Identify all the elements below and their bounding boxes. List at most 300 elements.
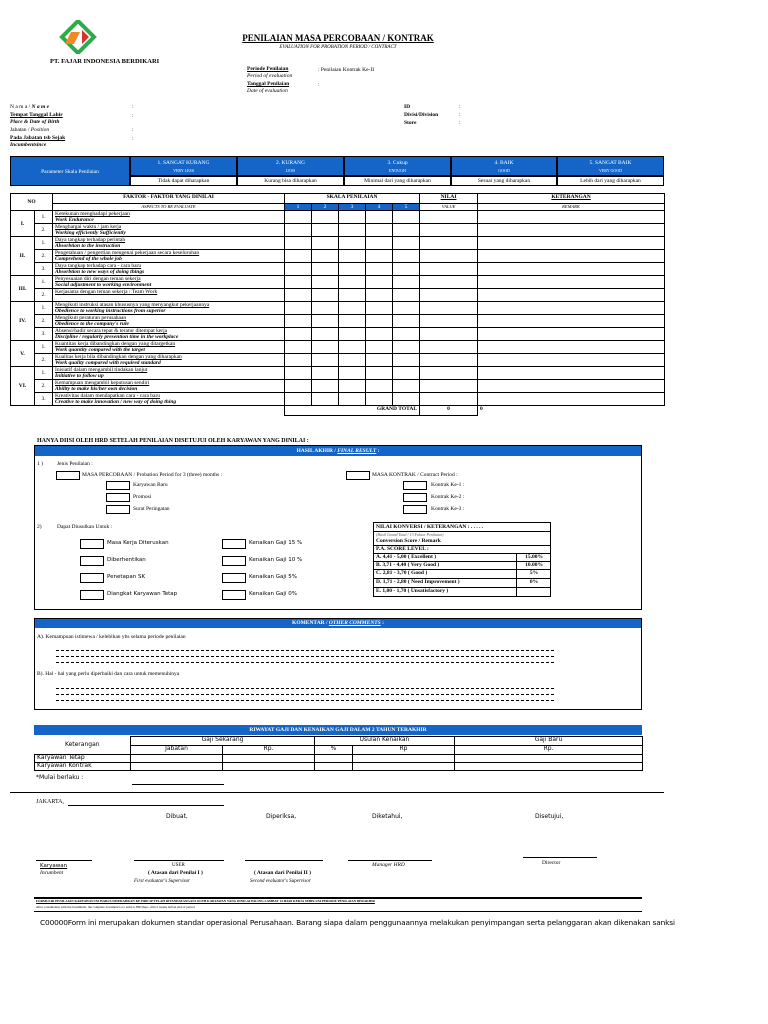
signature-section bbox=[10, 792, 664, 913]
diangkat-tetap-label: Diangkat Karyawan Tetap bbox=[107, 591, 178, 597]
score-cell-1[interactable] bbox=[285, 237, 312, 250]
score-cell-3[interactable] bbox=[339, 341, 366, 354]
value-cell[interactable] bbox=[420, 263, 478, 276]
item-text-en: Obedience to the company's rule bbox=[55, 321, 129, 327]
item-description bbox=[53, 211, 285, 224]
item-text-en: Discipline / regularly presention time in the workplace bbox=[55, 334, 179, 340]
since-field: Pada Jabatan tsb Sejak bbox=[10, 135, 66, 141]
gaji-sekarang-header: Gaji Sekarang bbox=[131, 737, 315, 746]
karyawan-baru-checkbox[interactable] bbox=[106, 481, 130, 490]
role-diketahui: Diketahui, bbox=[372, 813, 403, 820]
col-keterangan-en: REMARK bbox=[478, 204, 665, 211]
item-text-en: Initiative to follow up bbox=[55, 373, 104, 379]
kontrak-1-label: Kontrak Ke-1 : bbox=[431, 482, 465, 488]
item-number: 1. bbox=[35, 367, 53, 380]
cell-tetap-usul[interactable] bbox=[353, 755, 455, 763]
masa-percobaan-checkbox[interactable] bbox=[56, 471, 80, 480]
score-cell-1[interactable] bbox=[285, 380, 312, 393]
sign-atasan-2-en: Second evaluator's Supervisor bbox=[250, 879, 311, 884]
hrd-note: HANYA DIISI OLEH HRD SETELAH PENILAIAN DISETUJUI OLEH KARYAWAN YANG DINILAI : bbox=[37, 438, 309, 444]
remark-cell[interactable] bbox=[478, 237, 665, 250]
value-cell[interactable] bbox=[420, 367, 478, 380]
score-cell-5[interactable] bbox=[393, 289, 420, 302]
score-cell-5[interactable] bbox=[393, 380, 420, 393]
item-text-en: Creative to make innovation / new way of doing thing bbox=[55, 399, 177, 405]
score-3-header: 3 bbox=[339, 204, 366, 211]
level-c-pct: 5% bbox=[529, 570, 539, 576]
evaluation-row bbox=[11, 250, 665, 263]
division-field: Divisi/Division bbox=[404, 112, 439, 118]
usulan-header: Usulan Kenaikan bbox=[315, 737, 455, 746]
item-number: 3. bbox=[35, 263, 53, 276]
score-cell-5[interactable] bbox=[393, 367, 420, 380]
item-description bbox=[53, 354, 285, 367]
kenaikan-10-checkbox[interactable] bbox=[222, 556, 246, 566]
role-diperiksa: Diperiksa, bbox=[266, 813, 297, 820]
store-field: Store bbox=[404, 120, 417, 126]
kontrak-3-checkbox[interactable] bbox=[403, 505, 427, 514]
score-cell-3[interactable] bbox=[339, 367, 366, 380]
value-cell[interactable] bbox=[420, 276, 478, 289]
score-cell-5[interactable] bbox=[393, 237, 420, 250]
periode-label-en: Period of evaluation bbox=[247, 73, 293, 79]
percent-header: % bbox=[315, 746, 353, 755]
evaluation-row bbox=[11, 302, 665, 315]
score-cell-5[interactable] bbox=[393, 211, 420, 224]
cell-kontrak-pct[interactable] bbox=[315, 763, 353, 771]
diangkat-tetap-checkbox[interactable] bbox=[80, 590, 104, 600]
row-karyawan-kontrak: Karyawan Kontrak bbox=[35, 763, 131, 771]
score-cell-3[interactable] bbox=[339, 328, 366, 341]
salary-table bbox=[34, 736, 643, 771]
item-number: 1. bbox=[35, 341, 53, 354]
score-cell-2[interactable] bbox=[312, 380, 339, 393]
item-description bbox=[53, 289, 285, 302]
diberhentikan-label: Diberhentikan bbox=[107, 557, 146, 563]
kenaikan-0-checkbox[interactable] bbox=[222, 590, 246, 600]
penetapan-sk-label: Penetapan SK bbox=[107, 574, 146, 580]
col-faktor-en: ASPECTS TO BE EVALUATE bbox=[53, 204, 285, 211]
score-cell-4[interactable] bbox=[366, 211, 393, 224]
sign-atasan-2: ( Atasan dari Penilai II ) bbox=[254, 870, 311, 876]
comments-title: KOMENTAR / OTHER COMMENTS : bbox=[35, 619, 641, 628]
remark-cell[interactable] bbox=[478, 380, 665, 393]
scale-level-5: 5. SANGAT BAIK VERY GOOD Lebih dari yang diharapkan bbox=[557, 156, 664, 186]
score-cell-2[interactable] bbox=[312, 302, 339, 315]
score-cell-3[interactable] bbox=[339, 250, 366, 263]
score-cell-1[interactable] bbox=[285, 341, 312, 354]
footer-note-en: After consultation with the incumbent, the complete document is to send to HR Dept., min 2 weeks before end of period bbox=[36, 905, 195, 909]
score-4-header: 4 bbox=[366, 204, 393, 211]
item-text-id: Mengikuti peraturan perusahaan bbox=[55, 315, 127, 321]
score-cell-2[interactable] bbox=[312, 263, 339, 276]
surat-peringatan-label: Surat Peringatan bbox=[133, 506, 170, 512]
cell-tetap-rp[interactable] bbox=[223, 755, 315, 763]
masa-kerja-label: Masa Kerja Diteruskan bbox=[107, 540, 169, 546]
score-cell-1[interactable] bbox=[285, 276, 312, 289]
conversion-title: NILAI KONVERSI / KETERANGAN : . . . . . bbox=[376, 524, 484, 530]
item-text-id: Ketekunan menghadapi pekerjaan bbox=[55, 211, 130, 217]
evaluation-row bbox=[11, 341, 665, 354]
score-cell-4[interactable] bbox=[366, 276, 393, 289]
cell-kontrak-usul[interactable] bbox=[353, 763, 455, 771]
kontrak-2-checkbox[interactable] bbox=[403, 493, 427, 502]
score-cell-3[interactable] bbox=[339, 276, 366, 289]
score-cell-2[interactable] bbox=[312, 250, 339, 263]
score-cell-1[interactable] bbox=[285, 315, 312, 328]
score-2-header: 2 bbox=[312, 204, 339, 211]
sign-atasan-1: ( Atasan dari Penilai I ) bbox=[148, 870, 203, 876]
tanggal-colon: : bbox=[318, 82, 320, 88]
score-cell-5[interactable] bbox=[393, 341, 420, 354]
item-text-id: Kemampuan mengambil keputusan sendiri bbox=[55, 380, 150, 386]
evaluation-row bbox=[11, 315, 665, 328]
score-cell-1[interactable] bbox=[285, 263, 312, 276]
score-cell-1[interactable] bbox=[285, 250, 312, 263]
col-nilai: NILAI bbox=[420, 194, 478, 204]
sign-atasan-1-en: First evaluator's Supervisor bbox=[134, 879, 191, 884]
score-cell-1[interactable] bbox=[285, 367, 312, 380]
periode-value: : Penilaian Kontrak Ke-II bbox=[318, 67, 375, 73]
item-text-id: Kuantitas kerja dibandingkan dengan yang ditargetkan bbox=[55, 341, 176, 347]
promosi-checkbox[interactable] bbox=[106, 493, 130, 502]
remark-cell[interactable] bbox=[478, 302, 665, 315]
company-name: PT. FAJAR INDONESIA BERDIKARI bbox=[50, 58, 160, 65]
evaluation-row bbox=[11, 224, 665, 237]
since-field-en: Incumbentsince bbox=[10, 142, 47, 148]
evaluation-row bbox=[11, 367, 665, 380]
birth-field-en: Place & Date of Birth bbox=[10, 119, 60, 125]
level-b: B. 3,71 - 4,40 ( Very Good ) bbox=[376, 562, 440, 568]
item-text-id: Penyesuaian diri dengan teman sekerja bbox=[55, 276, 141, 282]
item-description bbox=[53, 276, 285, 289]
remark-cell[interactable] bbox=[478, 289, 665, 302]
form-subtitle: EVALUATION FOR PROBATION PERIOD / CONTRACT bbox=[279, 45, 397, 50]
item-text-id: Kualitas kerja bila dibandingkan dengan yang diharapkan bbox=[55, 354, 182, 360]
kontrak-3-label: Kontrak Ke-3 : bbox=[431, 506, 465, 512]
conversion-head: Conversion Score / Remark bbox=[376, 538, 441, 544]
score-cell-2[interactable] bbox=[312, 393, 339, 406]
score-cell-5[interactable] bbox=[393, 393, 420, 406]
score-cell-2[interactable] bbox=[312, 328, 339, 341]
remark-cell[interactable] bbox=[478, 328, 665, 341]
item-text-id: Kreativitas dalam mendapatkan cara - cara baru bbox=[55, 393, 161, 399]
conversion-table bbox=[373, 522, 551, 597]
gaji-baru-header: Gaji Baru bbox=[455, 737, 643, 746]
score-cell-1[interactable] bbox=[285, 289, 312, 302]
kontrak-2-label: Kontrak Ke-2 : bbox=[431, 494, 465, 500]
level-c: C. 2,81 - 3,70 ( Good ) bbox=[376, 570, 428, 576]
score-cell-1[interactable] bbox=[285, 393, 312, 406]
remark-cell[interactable] bbox=[478, 211, 665, 224]
item-text-en: Comprehend of the whole job bbox=[55, 256, 122, 262]
item-description bbox=[53, 224, 285, 237]
cell-tetap-pct[interactable] bbox=[315, 755, 353, 763]
scale-level-2: 2. KURANG LESS Kurang bisa diharapkan bbox=[237, 156, 344, 186]
level-a-pct: 15.00% bbox=[525, 554, 543, 560]
item-number: 2. bbox=[35, 380, 53, 393]
masa-kerja-checkbox[interactable] bbox=[80, 539, 104, 549]
diberhentikan-checkbox[interactable] bbox=[80, 556, 104, 566]
item-text-id: Inisiatif dalam mengambil tindakan lanjut bbox=[55, 367, 148, 373]
penetapan-sk-checkbox[interactable] bbox=[80, 573, 104, 583]
score-cell-2[interactable] bbox=[312, 341, 339, 354]
remark-cell[interactable] bbox=[478, 250, 665, 263]
item-text-en: Work quality compared with required standard bbox=[55, 360, 161, 366]
masa-percobaan-label: MASA PERCOBAAN / Probation Period for 3 (three) months : bbox=[82, 472, 223, 478]
item-text-en: Absorbtion to new ways of doing things bbox=[55, 269, 145, 275]
evaluation-row bbox=[11, 380, 665, 393]
score-cell-1[interactable] bbox=[285, 328, 312, 341]
remark-cell[interactable] bbox=[478, 393, 665, 406]
evaluation-row bbox=[11, 328, 665, 341]
score-cell-4[interactable] bbox=[366, 341, 393, 354]
rp-header-1: Rp. bbox=[223, 746, 315, 755]
item-number: 2. bbox=[35, 315, 53, 328]
item-text-id: Kerjasama dengan teman sekerja / Team Work bbox=[55, 289, 158, 295]
sign-user: USER bbox=[172, 863, 185, 868]
group-roman: II. bbox=[11, 237, 35, 276]
score-cell-3[interactable] bbox=[339, 393, 366, 406]
item-description bbox=[53, 302, 285, 315]
evaluation-row bbox=[11, 276, 665, 289]
masa-kontrak-checkbox[interactable] bbox=[346, 471, 370, 480]
evaluation-row bbox=[11, 354, 665, 367]
score-cell-3[interactable] bbox=[339, 302, 366, 315]
grand-total-value: 0 bbox=[420, 406, 478, 416]
rp-header-3: Rp. bbox=[455, 746, 643, 755]
value-cell[interactable] bbox=[420, 393, 478, 406]
scale-level-4: 4. BAIK GOOD Sesuai yang diharapkan bbox=[451, 156, 557, 186]
value-cell[interactable] bbox=[420, 211, 478, 224]
surat-peringatan-checkbox[interactable] bbox=[106, 505, 130, 514]
value-cell[interactable] bbox=[420, 302, 478, 315]
score-cell-4[interactable] bbox=[366, 393, 393, 406]
comment-a-label: A). Kemampuan istimewa / kelebihan ybs selama periode penilaian bbox=[37, 634, 186, 640]
evaluation-row bbox=[11, 211, 665, 224]
value-cell[interactable] bbox=[420, 354, 478, 367]
evaluation-row bbox=[11, 289, 665, 302]
score-cell-4[interactable] bbox=[366, 380, 393, 393]
remark-cell[interactable] bbox=[478, 367, 665, 380]
score-cell-5[interactable] bbox=[393, 224, 420, 237]
promosi-label: Promosi bbox=[133, 494, 152, 500]
disclaimer: C00000Form ini merupakan dokumen standar operasional Perusahaan. Barang siapa dalam penggunaannya melakukan penyimpangan serta pelanggaran akan dikenakan sanksi bbox=[40, 918, 675, 927]
remark-cell[interactable] bbox=[478, 276, 665, 289]
item-text-en: Absorbtion to the instruction bbox=[55, 243, 121, 249]
item-description bbox=[53, 237, 285, 250]
score-cell-1[interactable] bbox=[285, 354, 312, 367]
kenaikan-0-label: Kenaikan Gaji 0% bbox=[249, 591, 297, 597]
value-cell[interactable] bbox=[420, 224, 478, 237]
score-cell-4[interactable] bbox=[366, 315, 393, 328]
col-nilai-en: VALUE bbox=[420, 204, 478, 211]
form-title: PENILAIAN MASA PERCOBAAN / KONTRAK bbox=[242, 33, 434, 43]
item-number: 2. bbox=[35, 250, 53, 263]
company-logo bbox=[56, 20, 100, 54]
evaluation-row bbox=[11, 263, 665, 276]
grand-total-label: GRAND TOTAL bbox=[285, 406, 420, 416]
score-cell-5[interactable] bbox=[393, 328, 420, 341]
kenaikan-5-checkbox[interactable] bbox=[222, 573, 246, 583]
item-number: 1. bbox=[35, 302, 53, 315]
place-label: JAKARTA, bbox=[36, 799, 64, 805]
score-cell-4[interactable] bbox=[366, 328, 393, 341]
cell-kontrak-jabatan[interactable] bbox=[131, 763, 223, 771]
cell-tetap-baru[interactable] bbox=[455, 755, 643, 763]
item-description bbox=[53, 250, 285, 263]
score-cell-2[interactable] bbox=[312, 211, 339, 224]
item-description bbox=[53, 341, 285, 354]
item-text-en: Working efficiently Sufficiently bbox=[55, 230, 126, 236]
level-b-pct: 10.00% bbox=[525, 562, 543, 568]
item-text-en: Social adjustment to working environment bbox=[55, 282, 152, 288]
evaluation-row bbox=[11, 237, 665, 250]
item-description bbox=[53, 380, 285, 393]
name-colon: : bbox=[132, 104, 134, 110]
item-number: 1. bbox=[35, 237, 53, 250]
cell-kontrak-baru[interactable] bbox=[455, 763, 643, 771]
score-cell-4[interactable] bbox=[366, 354, 393, 367]
salary-history-title: RIWAYAT GAJI DAN KENAIKAN GAJI DALAM 2 TAHUN TERAKHIR bbox=[34, 725, 642, 735]
store-colon: : bbox=[459, 120, 461, 126]
score-cell-5[interactable] bbox=[393, 354, 420, 367]
role-dibuat: Dibuat, bbox=[166, 813, 188, 820]
score-cell-3[interactable] bbox=[339, 211, 366, 224]
final-result-title: HASIL AKHIR / FINAL RESULT : bbox=[35, 446, 641, 456]
remark-cell[interactable] bbox=[478, 224, 665, 237]
col-no: NO bbox=[11, 194, 53, 211]
kenaikan-15-checkbox[interactable] bbox=[222, 539, 246, 549]
score-cell-3[interactable] bbox=[339, 354, 366, 367]
item-text-id: Daya tangkap terhadap perintah bbox=[55, 237, 126, 243]
effective-date-label: *Mulai berlaku : bbox=[36, 774, 84, 781]
jenis-number: 1 ) bbox=[37, 461, 43, 467]
item-number: 3. bbox=[35, 328, 53, 341]
score-cell-4[interactable] bbox=[366, 237, 393, 250]
position-colon: : bbox=[132, 127, 134, 133]
role-disetujui: Disetujui, bbox=[535, 813, 564, 820]
score-cell-2[interactable] bbox=[312, 354, 339, 367]
group-roman: VI. bbox=[11, 367, 35, 406]
scale-parameter-label: Parameter Skala Penilaian bbox=[10, 156, 130, 186]
evaluation-row bbox=[11, 393, 665, 406]
score-cell-4[interactable] bbox=[366, 250, 393, 263]
salary-keterangan-header: Keterangan bbox=[64, 741, 100, 749]
pa-score-label: P.A. SCORE LEVEL : bbox=[376, 546, 429, 552]
score-cell-3[interactable] bbox=[339, 289, 366, 302]
score-cell-4[interactable] bbox=[366, 289, 393, 302]
value-cell[interactable] bbox=[420, 315, 478, 328]
value-cell[interactable] bbox=[420, 341, 478, 354]
score-cell-1[interactable] bbox=[285, 211, 312, 224]
comment-b-label: B). Hal - hal yang perlu diperbaiki dan cara untuk memenuhinya bbox=[37, 671, 180, 677]
item-text-en: Ability to make his/her own decision bbox=[55, 386, 138, 392]
value-cell[interactable] bbox=[420, 328, 478, 341]
birth-field: Tempat Tanggal Lahir bbox=[10, 112, 63, 118]
score-cell-3[interactable] bbox=[339, 237, 366, 250]
value-cell[interactable] bbox=[420, 289, 478, 302]
item-number: 2. bbox=[35, 354, 53, 367]
sign-director: Director bbox=[542, 860, 561, 866]
evaluation-table bbox=[10, 193, 665, 416]
score-1-header: 1 bbox=[285, 204, 312, 211]
level-e: E. 1,00 - 1,70 ( Unsatisfactory ) bbox=[376, 588, 449, 594]
item-number: 2. bbox=[35, 224, 53, 237]
score-cell-3[interactable] bbox=[339, 224, 366, 237]
group-roman: V. bbox=[11, 341, 35, 367]
id-field: ID bbox=[404, 104, 411, 110]
score-cell-2[interactable] bbox=[312, 289, 339, 302]
comments-panel bbox=[34, 618, 642, 710]
tanggal-label-en: Date of evaluation bbox=[247, 88, 288, 94]
score-cell-2[interactable] bbox=[312, 276, 339, 289]
score-cell-4[interactable] bbox=[366, 224, 393, 237]
score-cell-2[interactable] bbox=[312, 237, 339, 250]
col-faktor: FAKTOR - FAKTOR YANG DINILAI bbox=[53, 194, 285, 204]
item-text-id: Menghargai waktu / jam kerja bbox=[55, 224, 122, 230]
score-cell-1[interactable] bbox=[285, 224, 312, 237]
remark-cell[interactable] bbox=[478, 315, 665, 328]
score-cell-5[interactable] bbox=[393, 276, 420, 289]
name-field: N a m a / N a m e bbox=[10, 104, 50, 110]
item-number: 1. bbox=[35, 276, 53, 289]
cell-tetap-jabatan[interactable] bbox=[131, 755, 223, 763]
score-cell-3[interactable] bbox=[339, 315, 366, 328]
scale-panel bbox=[10, 156, 664, 186]
grand-total-value-2: 0 bbox=[480, 406, 483, 412]
value-cell[interactable] bbox=[420, 237, 478, 250]
score-cell-4[interactable] bbox=[366, 263, 393, 276]
score-cell-1[interactable] bbox=[285, 302, 312, 315]
sign-karyawan: Karyawan bbox=[40, 863, 68, 869]
col-keterangan: KETERANGAN bbox=[478, 194, 665, 204]
item-text-id: Absensi/hadir secara tepat & teratur ditempat kerja bbox=[55, 328, 168, 334]
score-cell-3[interactable] bbox=[339, 263, 366, 276]
jabatan-header: Jabatan bbox=[131, 746, 223, 755]
score-cell-2[interactable] bbox=[312, 315, 339, 328]
position-field: Jabatan / Position bbox=[10, 127, 50, 133]
col-skala: SKALA PENILAIAN bbox=[285, 194, 420, 204]
kenaikan-5-label: Kenaikan Gaji 5% bbox=[249, 574, 297, 580]
score-cell-4[interactable] bbox=[366, 367, 393, 380]
sign-manager-hrd: Manager HRD bbox=[372, 862, 405, 868]
kontrak-1-checkbox[interactable] bbox=[403, 481, 427, 490]
score-cell-5[interactable] bbox=[393, 302, 420, 315]
item-number: 3. bbox=[35, 393, 53, 406]
score-cell-4[interactable] bbox=[366, 302, 393, 315]
remark-cell[interactable] bbox=[478, 354, 665, 367]
item-description bbox=[53, 263, 285, 276]
id-colon: : bbox=[459, 104, 461, 110]
score-cell-2[interactable] bbox=[312, 367, 339, 380]
remark-cell[interactable] bbox=[478, 341, 665, 354]
remark-cell[interactable] bbox=[478, 263, 665, 276]
score-cell-5[interactable] bbox=[393, 250, 420, 263]
score-cell-2[interactable] bbox=[312, 224, 339, 237]
karyawan-baru-label: Karyawan Baru bbox=[133, 482, 168, 488]
scale-level-3: 3. Cukup ENOUGH Minimal dari yang diharapkan bbox=[344, 156, 451, 186]
score-cell-5[interactable] bbox=[393, 315, 420, 328]
cell-kontrak-rp[interactable] bbox=[223, 763, 315, 771]
sign-karyawan-en: Incumbent bbox=[40, 870, 64, 876]
score-cell-5[interactable] bbox=[393, 263, 420, 276]
item-text-id: Daya tangkap terhadap cara - cara baru bbox=[55, 263, 142, 269]
value-cell[interactable] bbox=[420, 380, 478, 393]
group-roman: III. bbox=[11, 276, 35, 302]
score-cell-3[interactable] bbox=[339, 380, 366, 393]
value-cell[interactable] bbox=[420, 250, 478, 263]
